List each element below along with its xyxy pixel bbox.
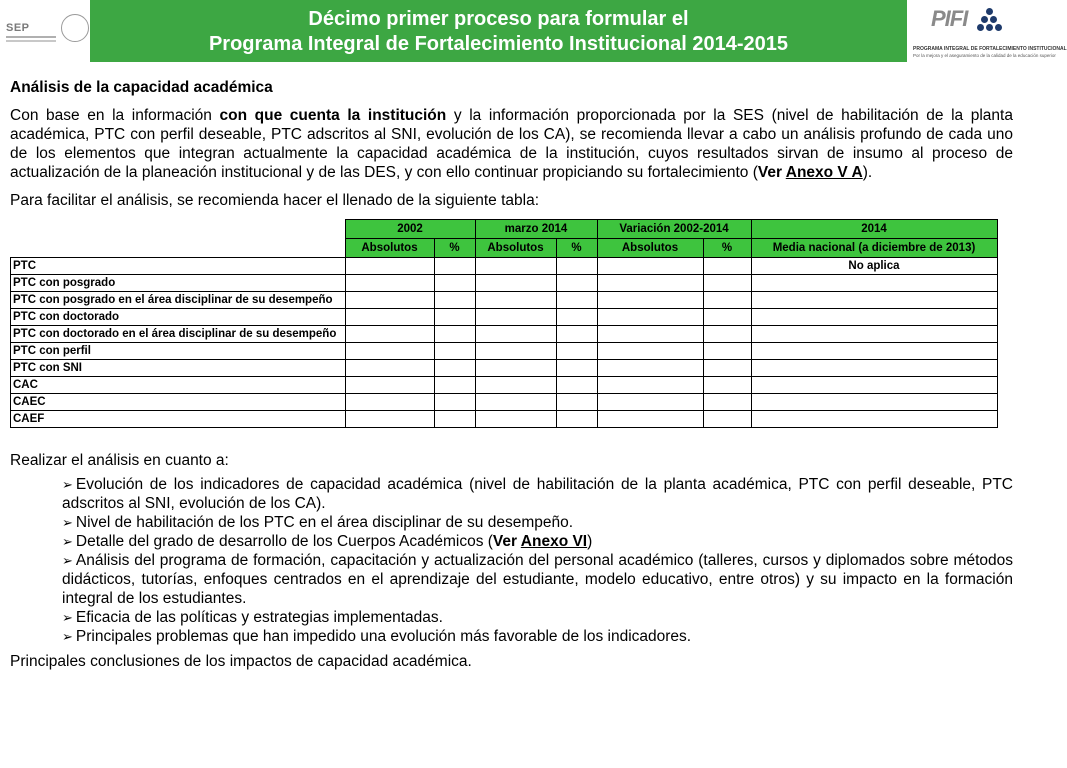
analysis-bullet-list [10, 475, 1013, 646]
subheader-absolutos-2002: Absolutos [345, 239, 434, 258]
table-row [11, 360, 998, 377]
section-heading: Análisis de la capacidad académica [10, 79, 273, 96]
pifi-logo-word: PIFI [931, 6, 968, 31]
intro-ver: Ver [757, 164, 786, 181]
row-label: PTC con perfil [11, 343, 346, 360]
list-item: ➢ Detalle del grado de desarrollo de los Cuerpos Académicos (Ver Anexo VI) [62, 533, 593, 550]
table-row [11, 292, 998, 309]
capacity-table [10, 219, 998, 428]
subheader-pct-variacion: % [703, 239, 751, 258]
intro-text-b: y la información proporcionada por la SES (nivel de habilitación de la planta académica, PTC con perfil deseable, PTC adscritos al SNI, evolución de los CA), se recomienda llevar a cabo un análisis profundo de cada uno de los elementos que integran actualmente la capacidad académica de la institución, cuyos resultados sirvan de insumo al proceso de actualización de la planeación institucional y de las DES, y con ello continuar propiciando su fortalecimiento ( [10, 107, 1013, 181]
arrow-bullet-icon: ➢ [62, 553, 73, 568]
table-row [11, 258, 998, 275]
title-line-2: Programa Integral de Fortalecimiento Institucional 2014-2015 [208, 33, 789, 55]
arrow-bullet-icon: ➢ [62, 629, 73, 644]
group-header-2014: 2014 [751, 220, 997, 239]
table-row [11, 275, 998, 292]
table-row [11, 377, 998, 394]
analysis-intro: Realizar el análisis en cuanto a: [10, 452, 229, 469]
list-item: ➢ Principales problemas que han impedido una evolución más favorable de los indicadores. [62, 628, 692, 645]
pifi-logo [907, 0, 1067, 66]
list-item: ➢ Evolución de los indicadores de capacidad académica (nivel de habilitación de la planta académica, PTC con perfil deseable, PTC adscritos al SNI, evolución de los CA). [62, 476, 1013, 512]
table-row [11, 309, 998, 326]
anexo-va-link: Anexo V A [785, 164, 863, 181]
subheader-pct-2002: % [434, 239, 475, 258]
intro-paragraph [10, 106, 1013, 182]
pifi-logo-line-2: Por la mejora y el aseguramiento de la calidad de la educación superior [913, 53, 1056, 58]
row-label: PTC [11, 258, 346, 275]
pifi-logo-line-1: PROGRAMA INTEGRAL DE FORTALECIMIENTO INSTITUCIONAL [913, 46, 1067, 52]
arrow-bullet-icon: ➢ [62, 610, 73, 625]
group-header-marzo-2014: marzo 2014 [475, 220, 597, 239]
group-header-variacion: Variación 2002-2014 [597, 220, 751, 239]
arrow-bullet-icon: ➢ [62, 534, 73, 549]
intro-text-a: Con base en la información [10, 107, 220, 124]
table-row [11, 326, 998, 343]
subheader-absolutos-variacion: Absolutos [597, 239, 703, 258]
arrow-bullet-icon: ➢ [62, 477, 73, 492]
table-row [11, 411, 998, 428]
pifi-dots-icon [977, 8, 1003, 38]
row-label: CAC [11, 377, 346, 394]
national-seal-icon [61, 14, 89, 42]
row-label: PTC con SNI [11, 360, 346, 377]
title-line-1: Décimo primer proceso para formular el [308, 8, 689, 30]
subheader-media-nacional: Media nacional (a diciembre de 2013) [751, 239, 997, 258]
sep-logo [0, 0, 90, 62]
header [0, 0, 1067, 66]
row-label: CAEC [11, 394, 346, 411]
row-label: PTC con doctorado en el área disciplinar de su desempeño [11, 326, 346, 343]
conclusion-text: Principales conclusiones de los impactos de capacidad académica. [10, 653, 472, 670]
intro-bold-text: con que cuenta la institución [219, 107, 447, 124]
sep-logo-text: SEP [6, 22, 30, 34]
subheader-pct-2014: % [556, 239, 597, 258]
table-group-header-row [11, 220, 998, 239]
list-item: ➢ Eficacia de las políticas y estrategias implementadas. [62, 609, 443, 626]
table-row [11, 394, 998, 411]
arrow-bullet-icon: ➢ [62, 515, 73, 530]
title-banner [90, 0, 907, 62]
table-intro: Para facilitar el análisis, se recomienda hacer el llenado de la siguiente tabla: [10, 192, 540, 209]
sep-logo-lines [6, 36, 56, 38]
intro-end: ). [862, 164, 873, 181]
row-label: PTC con posgrado en el área disciplinar de su desempeño [11, 292, 346, 309]
anexo-vi-link: Anexo VI [520, 533, 588, 550]
list-item: ➢ Análisis del programa de formación, capacitación y actualización del personal académico (talleres, cursos y diplomados sobre métodos didácticos, tutorías, enfoques centrados en el aprendizaje del estudiante, modelo educativo, entre otros) y su impacto en la formación integral de los estudiantes. [62, 552, 1013, 607]
group-header-2002: 2002 [345, 220, 475, 239]
row-label: PTC con doctorado [11, 309, 346, 326]
table-subheader-row [11, 239, 998, 258]
subheader-absolutos-2014: Absolutos [475, 239, 556, 258]
table-row [11, 343, 998, 360]
slide-content [10, 78, 1013, 671]
list-item: ➢ Nivel de habilitación de los PTC en el área disciplinar de su desempeño. [62, 514, 574, 531]
row-label: CAEF [11, 411, 346, 428]
row-label: PTC con posgrado [11, 275, 346, 292]
no-aplica-cell: No aplica [751, 258, 997, 275]
